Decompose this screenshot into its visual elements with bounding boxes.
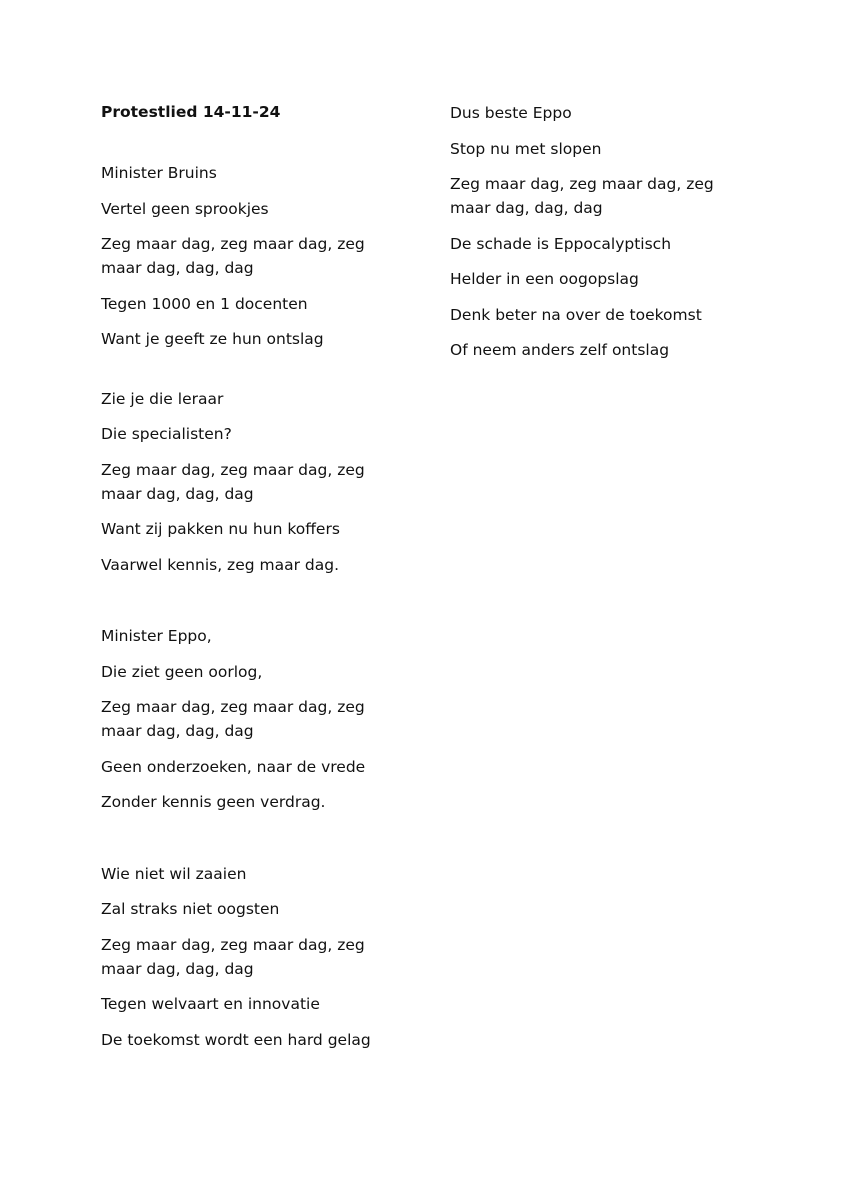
lyric-line: Want zij pakken nu hun koffers xyxy=(101,520,340,538)
lyric-line: Zeg maar dag, zeg maar dag, zeg maar dag, dag, dag xyxy=(101,698,365,740)
lyric-line: Denk beter na over de toekomst xyxy=(450,305,702,324)
lyric-line: Die specialisten? xyxy=(101,425,232,443)
lyric-line: Zal straks niet oogsten xyxy=(101,900,280,918)
stanza-5 xyxy=(450,101,750,362)
lyric-line: Minister Bruins xyxy=(101,164,217,182)
lyric-line: Zeg maar dag, zeg maar dag, zeg maar dag, dag, dag xyxy=(101,935,365,978)
right-column xyxy=(450,101,750,374)
stanza-1 xyxy=(101,161,401,351)
lyric-line: Zeg maar dag, zeg maar dag, zeg maar dag, dag, dag xyxy=(101,460,365,503)
lyric-line: Tegen welvaart en innovatie xyxy=(101,995,320,1013)
lyric-line: De toekomst wordt een hard gelag xyxy=(101,1030,371,1049)
lyric-line: Die ziet geen oorlog, xyxy=(101,662,263,681)
lyric-line: Helder in een oogopslag xyxy=(450,270,639,288)
lyric-line: Geen onderzoeken, naar de vrede xyxy=(101,757,366,776)
lyric-line: Minister Eppo, xyxy=(101,627,212,645)
lyric-line: Dus beste Eppo xyxy=(450,104,572,122)
lyric-line: Vertel geen sprookjes xyxy=(101,199,269,218)
song-title: Protestlied 14-11-24 xyxy=(101,103,281,121)
lyric-line: Stop nu met slopen xyxy=(450,139,602,158)
left-column xyxy=(101,101,401,1063)
lyric-line: De schade is Eppocalyptisch xyxy=(450,234,672,253)
lyric-line: Zie je die leraar xyxy=(101,389,224,408)
lyric-line: Vaarwel kennis, zeg maar dag. xyxy=(101,555,339,574)
lyric-line: Zeg maar dag, zeg maar dag, zeg maar dag, dag, dag xyxy=(101,235,365,277)
stanza-3 xyxy=(101,624,401,814)
lyric-line: Zonder kennis geen verdrag. xyxy=(101,793,326,811)
lyric-line: Of neem anders zelf ontslag xyxy=(450,341,670,359)
stanza-2 xyxy=(101,387,401,577)
stanza-4 xyxy=(101,862,401,1052)
lyric-line: Wie niet wil zaaien xyxy=(101,864,247,883)
lyric-line: Want je geeft ze hun ontslag xyxy=(101,330,324,348)
lyric-line: Tegen 1000 en 1 docenten xyxy=(101,294,308,313)
lyric-line: Zeg maar dag, zeg maar dag, zeg maar dag, dag, dag xyxy=(450,175,714,217)
